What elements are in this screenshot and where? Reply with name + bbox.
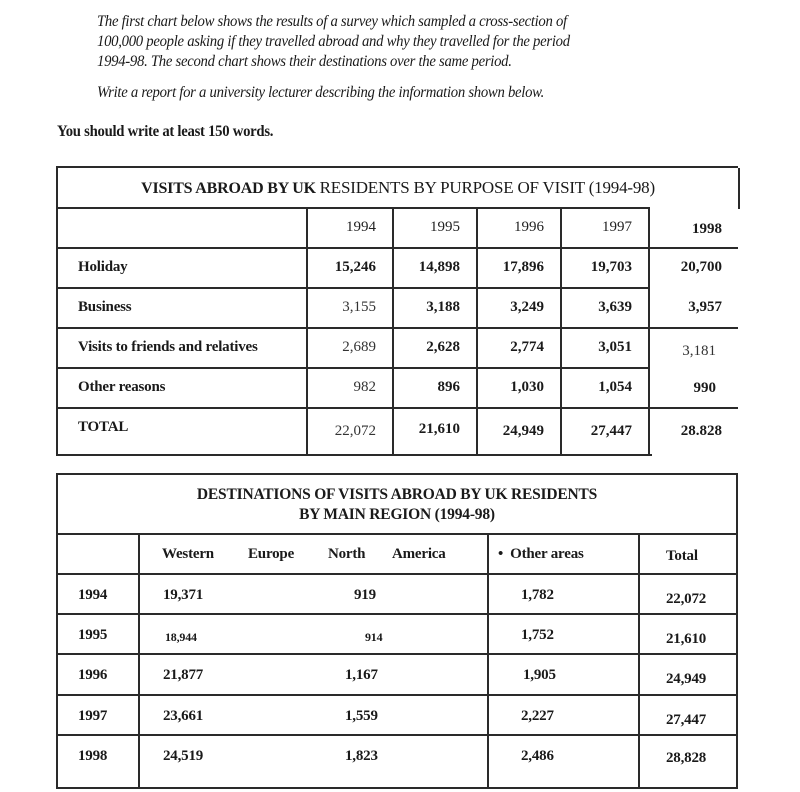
data-cell: 3,188 xyxy=(394,287,478,327)
table-title-part: RESIDENTS BY PURPOSE OF VISIT (1994-98) xyxy=(319,178,655,197)
data-cell: 896 xyxy=(394,367,478,407)
row-label: Other reasons xyxy=(56,367,308,407)
data-cell: 1,905 xyxy=(523,667,556,683)
row-label: Visits to friends and relatives xyxy=(56,327,308,367)
data-cell: 19,371 xyxy=(163,587,204,603)
data-cell: 3,051 xyxy=(562,327,650,367)
data-cell: 919 xyxy=(354,587,376,603)
row-label: 1997 xyxy=(78,708,108,724)
instruction-line: 1994-98. The second chart shows their destinations over the same period. xyxy=(97,53,512,70)
task-prompt: Write a report for a university lecturer describing the information shown below. xyxy=(97,84,545,101)
data-cell: 15,246 xyxy=(308,247,394,287)
data-cell: 2,774 xyxy=(478,327,562,367)
data-cell: 2,628 xyxy=(394,327,478,367)
data-cell: 18,944 xyxy=(165,630,197,644)
data-cell: 28.828 xyxy=(650,407,738,455)
data-cell: 3,155 xyxy=(308,287,394,327)
data-cell: 3,957 xyxy=(688,299,722,315)
word-requirement: You should write at least 150 words. xyxy=(57,123,274,140)
row-label: 1996 xyxy=(78,667,108,683)
table-border xyxy=(58,533,736,535)
column-header: Western xyxy=(162,546,214,562)
data-cell: 1,752 xyxy=(521,627,554,643)
table-border xyxy=(58,694,736,696)
column-header: North xyxy=(328,546,366,562)
data-cell: 17,896 xyxy=(478,247,562,287)
table-border xyxy=(56,454,652,456)
data-cell: 3,249 xyxy=(478,287,562,327)
table-border xyxy=(138,533,140,787)
table-border xyxy=(58,653,736,655)
instruction-line: The first chart below shows the results of a survey which sampled a cross-section of xyxy=(97,13,567,30)
table-title xyxy=(58,485,736,535)
data-cell: 914 xyxy=(365,630,383,644)
header-cell: 1994 xyxy=(308,207,394,247)
table-title-part: VISITS ABROAD BY UK xyxy=(141,180,320,197)
column-header: Total xyxy=(666,548,698,564)
data-cell: 982 xyxy=(308,367,394,407)
data-cell: 1,823 xyxy=(345,748,378,764)
data-cell: 1,030 xyxy=(478,367,562,407)
data-cell: 14,898 xyxy=(394,247,478,287)
data-cell: 2,227 xyxy=(521,708,554,724)
table-border xyxy=(487,533,489,787)
data-cell: 1,054 xyxy=(562,367,650,407)
data-cell: 1,559 xyxy=(345,708,378,724)
data-cell: 27,447 xyxy=(666,712,707,728)
data-cell: 24,519 xyxy=(163,748,204,764)
table-title-line: DESTINATIONS OF VISITS ABROAD BY UK RESIDENTS xyxy=(196,486,598,503)
header-cell xyxy=(56,207,308,247)
data-cell: 21,877 xyxy=(163,667,204,683)
data-cell: 2,689 xyxy=(308,327,394,367)
row-label: TOTAL xyxy=(56,407,308,455)
data-cell: 1,167 xyxy=(345,667,378,683)
data-cell: 2,486 xyxy=(521,748,554,764)
table-title xyxy=(58,178,738,198)
instruction-line: 100,000 people asking if they travelled abroad and why they travelled for the period xyxy=(97,33,570,50)
data-cell: 21,610 xyxy=(394,407,478,455)
data-cell: 24,949 xyxy=(666,671,707,687)
data-cell: 22,072 xyxy=(666,591,707,607)
data-cell: 28,828 xyxy=(666,750,707,766)
row-label: 1995 xyxy=(78,627,108,643)
table-border xyxy=(638,533,640,787)
row-label: Holiday xyxy=(56,247,308,287)
task-instructions xyxy=(97,12,686,103)
data-cell: 19,703 xyxy=(562,247,650,287)
destinations-table xyxy=(56,473,738,789)
table-border xyxy=(738,168,740,209)
row-label: 1998 xyxy=(78,748,108,764)
table-title-box xyxy=(56,166,738,209)
data-cell: 3,639 xyxy=(562,287,650,327)
row-label: Business xyxy=(56,287,308,327)
data-cell: 24,949 xyxy=(478,407,562,455)
table-title-line: BY MAIN REGION (1994-98) xyxy=(299,506,495,523)
column-header: America xyxy=(392,546,446,562)
column-header: • Other areas xyxy=(498,546,584,562)
row-label: 1994 xyxy=(78,587,108,603)
header-cell: 1995 xyxy=(394,207,478,247)
data-cell: 23,661 xyxy=(163,708,204,724)
table-border xyxy=(58,734,736,736)
table-border xyxy=(58,613,736,615)
data-cell: 21,610 xyxy=(666,631,707,647)
table-border xyxy=(58,573,736,575)
header-cell: 1996 xyxy=(478,207,562,247)
data-cell: 22,072 xyxy=(308,407,394,455)
column-header: Europe xyxy=(248,546,295,562)
data-cell: 990 xyxy=(693,380,716,396)
data-cell: 1,782 xyxy=(521,587,554,603)
header-cell: 1998 xyxy=(692,221,722,237)
data-cell: 3,181 xyxy=(650,327,738,367)
purpose-of-visit-table xyxy=(56,166,740,454)
data-cell: 27,447 xyxy=(562,407,650,455)
data-cell: 20,700 xyxy=(650,247,738,287)
header-cell: 1997 xyxy=(562,207,650,247)
